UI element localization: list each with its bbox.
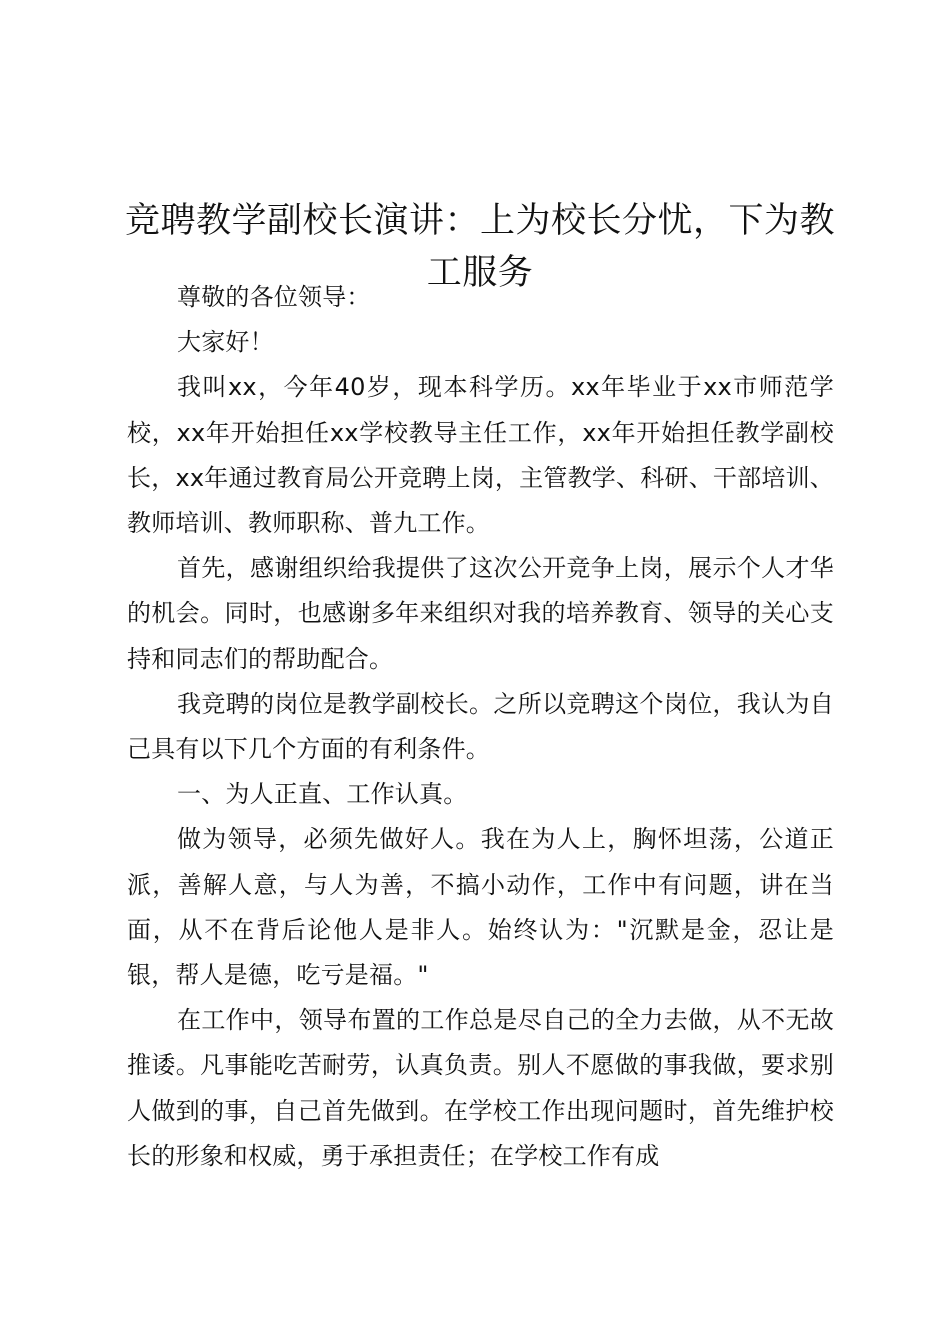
paragraph-introduction: 我叫xx，今年40岁，现本科学历。xx年毕业于xx市师范学校，xx年开始担任xx学校教导主任工作，xx年开始担任教学副校长，xx年通过教育局公开竞聘上岗，主管教学、科研、干部培训、教师培训、教师职称、普九工作。 xyxy=(127,373,834,538)
section-heading-1: 一、为人正直、工作认真。 xyxy=(177,780,468,809)
paragraph-greeting: 大家好！ xyxy=(177,328,274,357)
document-title: 竞聘教学副校长演讲：上为校长分忧，下为教工服务 xyxy=(124,201,835,294)
paragraph-character: 做为领导，必须先做好人。我在为人上，胸怀坦荡，公道正派，善解人意，与人为善，不搞小动作，工作中有问题，讲在当面，从不在背后论他人是非人。始终认为："沉默是金，忍让是银，帮人是德，吃亏是福。" xyxy=(127,825,834,990)
paragraph-work-attitude: 在工作中，领导布置的工作总是尽自己的全力去做，从不无故推诿。凡事能吃苦耐劳，认真负责。别人不愿做的事我做，要求别人做到的事，自己首先做到。在学校工作出现问题时，首先维护校长的形象和权威，勇于承担责任；在学校工作有成 xyxy=(127,1006,834,1170)
paragraph-salutation: 尊敬的各位领导： xyxy=(177,283,371,311)
document-body xyxy=(127,275,834,1179)
paragraph-position: 我竞聘的岗位是教学副校长。之所以竞聘这个岗位，我认为自己具有以下几个方面的有利条件。 xyxy=(127,689,834,764)
paragraph-thanks: 首先，感谢组织给我提供了这次公开竞争上岗，展示个人才华的机会。同时，也感谢多年来组织对我的培养教育、领导的关心支持和同志们的帮助配合。 xyxy=(127,554,834,673)
